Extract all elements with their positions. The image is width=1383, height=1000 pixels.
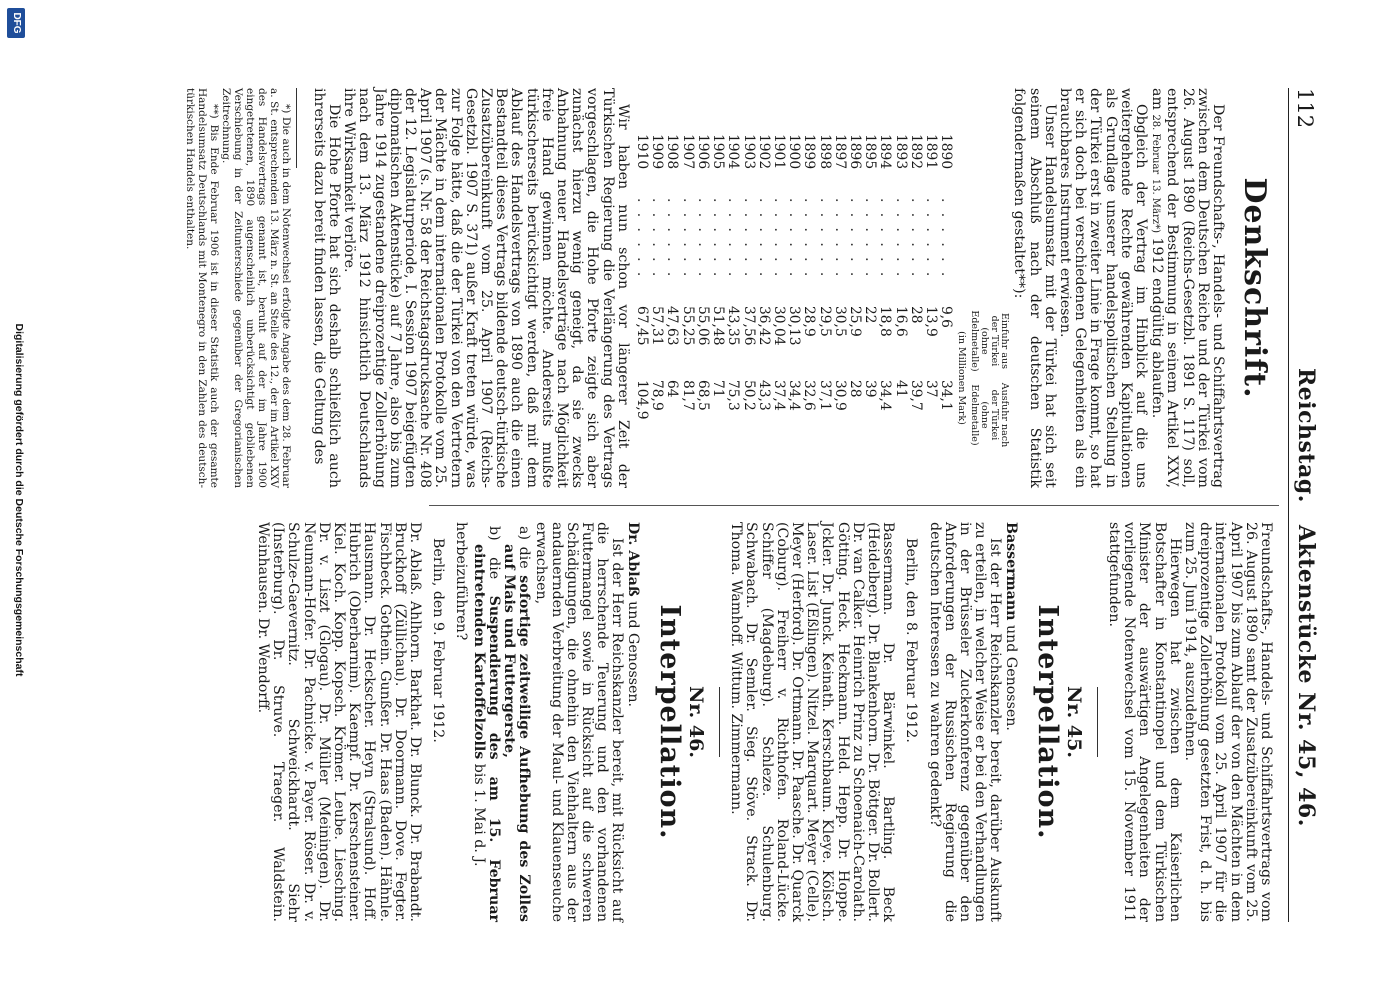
table-year: 1894 <box>877 134 894 170</box>
item-a: a) die sofortige zeitweilige Aufhebung des Zolles auf Mais und Futtergerste, <box>501 526 533 922</box>
dfg-logo: DFG <box>7 8 25 38</box>
memorandum-continued-1: Freundschafts-, Handels- und Schiffahrtsvertrags vom 26. August 1890 samt der Zusatzübereinkunft vom 25. April 1907 bis zum Ablauf der von den Mächten in dem internationalen Protokoll vom 25. April 1907 für die dreiprozentige Zollerhöhung gesetzten Frist, d. h. bis zum 25. Juni 1914, auszudehnen. <box>1181 522 1274 922</box>
table-import-value: 55,25 <box>679 306 696 346</box>
table-row <box>740 132 755 452</box>
table-year: 1900 <box>786 134 803 170</box>
table-export-value: 64 <box>664 380 681 398</box>
interpellation-45-date: Berlin, den 8. Februar 1912. <box>903 538 920 743</box>
table-leader: . . . . . . <box>938 198 955 280</box>
table-import-value: 51,48 <box>710 306 727 346</box>
table-year: 1901 <box>770 134 787 170</box>
page-header <box>1288 88 1321 922</box>
table-leader: . . . . . . <box>725 198 742 280</box>
table-export-value: 37 <box>922 380 939 398</box>
table-head-export: Ausfuhr nach der Türkei (ohne Edelmetalle) <box>969 382 1011 448</box>
trade-table <box>634 132 1009 452</box>
table-year: 1908 <box>664 134 681 170</box>
table-row <box>680 132 695 452</box>
table-import-value: 37,56 <box>740 306 757 346</box>
interpellation-46-closing: herbeizuführen? <box>453 522 470 641</box>
table-leader: . . . . . . <box>922 198 939 280</box>
table-leader: . . . . . . <box>816 198 833 280</box>
table-leader: . . . . . . <box>892 198 909 280</box>
table-export-value: 28 <box>846 380 863 398</box>
table-row <box>847 132 862 452</box>
table-export-value: 68,5 <box>694 380 711 411</box>
table-year: 1890 <box>938 134 955 170</box>
table-leader: . . . . . . <box>862 198 879 280</box>
table-export-value: 78,9 <box>649 380 666 411</box>
table-row <box>816 132 831 452</box>
table-import-value: 57,31 <box>649 306 666 346</box>
table-row <box>877 132 892 452</box>
table-export-value: 41 <box>892 380 909 398</box>
memorandum-paragraph-1: Der Freundschafts-, Handels- und Schiffahrtsvertrag zwischen dem Deutschen Reiche und der Türkei vom 26. August 1890 (Reichs-Gesetzbl. 1891 S. 117) soll, entsprechend der Bestimmung in seinem Artikel XXV, am 28. Februar 13. März*) 1912 endgültig ablaufen. <box>1149 88 1226 488</box>
table-export-value: 39 <box>862 380 879 398</box>
interpellation-45-signers: Bassermann. Dr. Bärwinkel. Bartling. Beck (Heidelberg). Dr. Blankenhorn. Dr. Böttger. Dr. Bollert. Dr. van Calker. Heinrich Prinz zu Schoenaich-Carolath. Götting. Heck. Heckmann. Held. Hepp. Dr. Hoppe. Jckler. Dr. Junck. Keinath. Kerschbaum. Kleye. Kölsch. Laser. List (Eßlingen). Nitzel. Marquart. Meyer (Celle). Meyer (Herford). Dr. Ortmann. Dr. Paasche. Dr. Quarck (Coburg). Freiherr v. Richthofen. Roland-Lücke. Schiffer (Magdeburg). Schleze. Schulenburg. Schwabach. Dr. Semler. Sieg. Stöve. Strack. Dr. Thoma. Wamhoff. Wittum. Zimmermann. <box>728 522 897 922</box>
table-export-value: 81,7 <box>679 380 696 411</box>
document-number-46: Nr. 46. <box>684 686 707 758</box>
table-export-value: 30,9 <box>831 380 848 411</box>
table-row <box>862 132 877 452</box>
table-leader: . . . . . . <box>664 198 681 280</box>
table-import-value: 67,45 <box>634 306 651 346</box>
table-year: 1909 <box>649 134 666 170</box>
table-export-value: 37,4 <box>770 380 787 411</box>
table-import-value: 47,63 <box>664 306 681 346</box>
memorandum-continued-2: Hierwegen hat zwischen dem Kaiserlichen Botschafter in Konstantinopel und dem Türkischen Minister der auswärtigen Angelegenheiten der vorliegende Notenwechsel vom 15. November 1911 stattgefunden. <box>1105 522 1183 922</box>
table-head-import: Einfuhr aus der Türkei (ohne Edelmetalle) <box>969 310 1011 372</box>
table-year: 1895 <box>862 134 879 170</box>
table-year: 1898 <box>816 134 833 170</box>
table-year: 1893 <box>892 134 909 170</box>
section-divider-2 <box>719 687 720 757</box>
footnotes <box>184 88 297 488</box>
table-import-value: 16,6 <box>892 306 909 337</box>
memorandum-title: Denkschrift. <box>1237 177 1272 399</box>
table-year: 1903 <box>740 134 757 170</box>
left-column <box>184 88 1273 488</box>
table-export-value: 71 <box>710 380 727 398</box>
column-rule <box>429 505 1279 506</box>
interpellation-46-date: Berlin, den 9. Februar 1912. <box>430 538 447 743</box>
table-year: 1892 <box>907 134 924 170</box>
interpellation-45-text: Ist der Herr Reichskanzler bereit, darüber Auskunft zu erteilen, in welcher Weise er bei den Verhandlungen in der Brüsseler Zuckerkonferenz gegenüber den Anforderungen der Russischen Regierung die deutschen Interessen zu wahren gedenkt? <box>926 522 1004 922</box>
interpellation-46-authors: Dr. Ablaß und Genossen. <box>624 522 641 708</box>
table-export-value: 32,6 <box>801 380 818 411</box>
table-leader: . . . . . . <box>710 198 727 280</box>
table-year: 1905 <box>710 134 727 170</box>
table-export-value: 39,7 <box>907 380 924 411</box>
table-import-value: 36,42 <box>755 306 772 346</box>
table-row <box>801 132 816 452</box>
footnote-1: *) Die auch in dem Notenwechsel erfolgte Angabe des dem 28. Februar a. St. entsprechenden 13. März n. St. an Stelle des 12., der im Artikel XXV des Handelsvertrags genannt ist, beruht auf der im Jahre 1900 eingetretenen, 1890 augenscheinlich unberücksichtigt gebliebenen Verschiebung in der Zeitunterschiede gegenüber der Gregorianischen Zeitrechnung. <box>219 88 292 488</box>
document-number-45: Nr. 45. <box>1062 686 1085 758</box>
footnote-2: **) Bis Ende Februar 1906 ist in dieser Statistik auch der gesamte Handelsumsatz Deutschlands mit Montenegro in den Zahlen des deutsch-türkischen Handels enthalten. <box>183 88 220 488</box>
table-year: 1891 <box>922 134 939 170</box>
table-row <box>892 132 907 452</box>
table-row <box>756 132 771 452</box>
table-row <box>786 132 801 452</box>
table-import-value: 22 <box>862 306 879 324</box>
table-import-value: 55,06 <box>694 306 711 346</box>
memorandum-paragraph-3: Unser Handelsumsatz mit der Türkei hat sich seit seinem Abschluß nach der deutschen Statistik folgendermaßen gestaltet**): <box>1011 88 1058 488</box>
section-divider <box>1097 687 1098 757</box>
table-year: 1902 <box>755 134 772 170</box>
table-leader: . . . . . . <box>649 198 666 280</box>
date-old-style: 28. Februar <box>1150 114 1162 175</box>
interpellation-45-authors: Bassermann und Genossen. <box>1002 522 1019 731</box>
table-year: 1910 <box>634 134 651 170</box>
interpellation-46-items <box>470 522 531 922</box>
right-column <box>255 522 1273 922</box>
interpellation-46-signers: Dr. Ablaß. Ahlhorn. Barkhat. Dr. Blunck. Dr. Brabandt. Bruckhoff (Züllichau). Dr. Doormann. Dove. Fegter. Fischbeck. Gothein. Gunßer. Dr. Haas (Baden). Hähnle. Hausmann. Dr. Heckscher. Heyn (Stralsund). Hoff. Hubrich (Oberbarnim). Kaempf. Dr. Kerschensteiner. Kiel. Koch. Kopp. Kopsch. Krömer. Leube. Liesching. Dr. v. Liszt (Glogau). Dr. Müller (Meiningen). Dr. Neumann-Hofer. Dr. Pachnicke. v. Payer. Röser. Dr. v. Schulze-Gaevernitz. Schweickhardt. Siehr (Insterburg). Dr. Struve. Traeger. Waldstein. Weinhausen. Dr. Wendorff. <box>255 522 424 922</box>
table-import-value: 29,5 <box>816 306 833 337</box>
page-number: 112 <box>1293 88 1317 129</box>
date-new-style: 13. März <box>1150 178 1162 225</box>
table-year: 1899 <box>801 134 818 170</box>
table-export-value: 43,3 <box>755 380 772 411</box>
table-leader: . . . . . . <box>831 198 848 280</box>
table-leader: . . . . . . <box>801 198 818 280</box>
table-import-value: 25,9 <box>846 306 863 337</box>
table-import-value: 30,5 <box>831 306 848 337</box>
table-leader: . . . . . . <box>846 198 863 280</box>
table-import-value: 30,04 <box>770 306 787 346</box>
table-row <box>832 132 847 452</box>
table-row <box>649 132 664 452</box>
table-row <box>908 132 923 452</box>
table-export-value: 34,4 <box>786 380 803 411</box>
table-import-value: 13,9 <box>922 306 939 337</box>
running-head-right: Aktenstücke Nr. 45, 46. <box>1293 524 1319 827</box>
table-leader: . . . . . . <box>679 198 696 280</box>
table-import-value: 43,35 <box>725 306 742 346</box>
table-leader: . . . . . . <box>740 198 757 280</box>
table-leader: . . . . . . <box>694 198 711 280</box>
interpellation-46-text: Ist der Herr Reichskanzler bereit, mit Rücksicht auf die herrschende Teuerung und den vorhandenen Futtermangel sowie in Rücksicht auf die schweren Schädigungen, die ohnehin den Viehhaltern aus der andauernden Verbreitung der Maul- und Klauenseuche erwachsen, <box>533 522 626 922</box>
table-unit: (in Millionen Mark) <box>956 331 968 425</box>
table-export-value: 50,2 <box>740 380 757 411</box>
table-row <box>771 132 786 452</box>
table-row <box>695 132 710 452</box>
table-export-value: 75,3 <box>725 380 742 411</box>
interpellation-45-title: Interpellation. <box>1031 604 1063 840</box>
table-leader: . . . . . . <box>907 198 924 280</box>
table-year: 1906 <box>694 134 711 170</box>
table-export-value: 34,4 <box>877 380 894 411</box>
table-import-value: 28 <box>907 306 924 324</box>
running-head <box>1293 368 1319 827</box>
memorandum-paragraph-4: Wir haben nun schon vor längerer Zeit der Türkischen Regierung die Verlängerung des Vertrags vorgeschlagen, die Hohe Pforte zeigte sich aber zunächst hierzu wenig geneigt, da sie zwecks Anbahnung neuer Handelsverträge nach Möglichkeit freie Hand gewinnen möchte. Anderseits mußte türkischerseits berücksichtigt werden, daß mit dem Ablauf des Handelsvertrags von 1890 auch die einen Bestandteil dieses Vertrags bildende deutsch-türkische Zusatzübereinkunft vom 25. April 1907 (Reichs-Gesetzbl. 1907 S. 371) außer Kraft treten würde, was zur Folge hätte, daß die der Türkei von den Vertretern der Mächte in dem internationalen Protokolle vom 25. April 1907 (s. Nr. 58 der Reichstagsdrucksache Nr. 408 der 12. Legislaturperiode, I. Session 1907 beigefügten diplomatischen Aktenstücke) auf 7 Jahre, also bis zum Jahre 1914 zugestandene dreiprozentige Zollerhöhung nach dem 13. März 1912 hinsichtlich Deutschlands ihre Wirksamkeit verlöre. <box>341 88 631 488</box>
table-export-value: 104,9 <box>634 380 651 420</box>
interpellation-46-title: Interpellation. <box>653 604 685 840</box>
memorandum-paragraph-5: Die Hohe Pforte hat sich deshalb schließlich auch ihrerseits dazu bereit finden lassen, die Geltung des <box>310 88 343 488</box>
table-year: 1896 <box>846 134 863 170</box>
table-leader: . . . . . . <box>877 198 894 280</box>
table-import-value: 30,13 <box>786 306 803 346</box>
table-leader: . . . . . . <box>786 198 803 280</box>
table-row <box>664 132 679 452</box>
running-head-left: Reichstag. <box>1293 368 1319 503</box>
memorandum-paragraph-2: Obgleich der Vertrag im Hinblick auf die uns weitergehende Rechte gewährenden Kapitulationen als Grundlage unserer handelspolitischen Stellung in der Türkei erst in zweiter Linie in Frage kommt, so hat er sich doch bei verschiedenen Gelegenheiten als ein brauchbares Instrument erwiesen. <box>1056 88 1149 488</box>
table-import-value: 28,9 <box>801 306 818 337</box>
digitization-note: Digitalisierung gefördert durch die Deutsche Forschungsgemeinschaft <box>13 323 25 677</box>
table-export-value: 34,1 <box>938 380 955 411</box>
item-b: b) die Suspendierung des am 15. Februar eintretenden Kartoffelzolls bis 1. Mai d. J. <box>470 526 502 922</box>
table-import-value: 9,6 <box>938 306 955 328</box>
table-row <box>634 132 649 452</box>
table-export-value: 37,1 <box>816 380 833 411</box>
table-year: 1904 <box>725 134 742 170</box>
table-row <box>725 132 740 452</box>
table-leader: . . . . . . <box>770 198 787 280</box>
table-row <box>938 132 953 452</box>
table-leader: . . . . . . <box>755 198 772 280</box>
table-year: 1907 <box>679 134 696 170</box>
table-row <box>710 132 725 452</box>
table-row <box>923 132 938 452</box>
table-year: 1897 <box>831 134 848 170</box>
table-leader: . . . . . . <box>634 198 651 280</box>
table-import-value: 18,8 <box>877 306 894 337</box>
